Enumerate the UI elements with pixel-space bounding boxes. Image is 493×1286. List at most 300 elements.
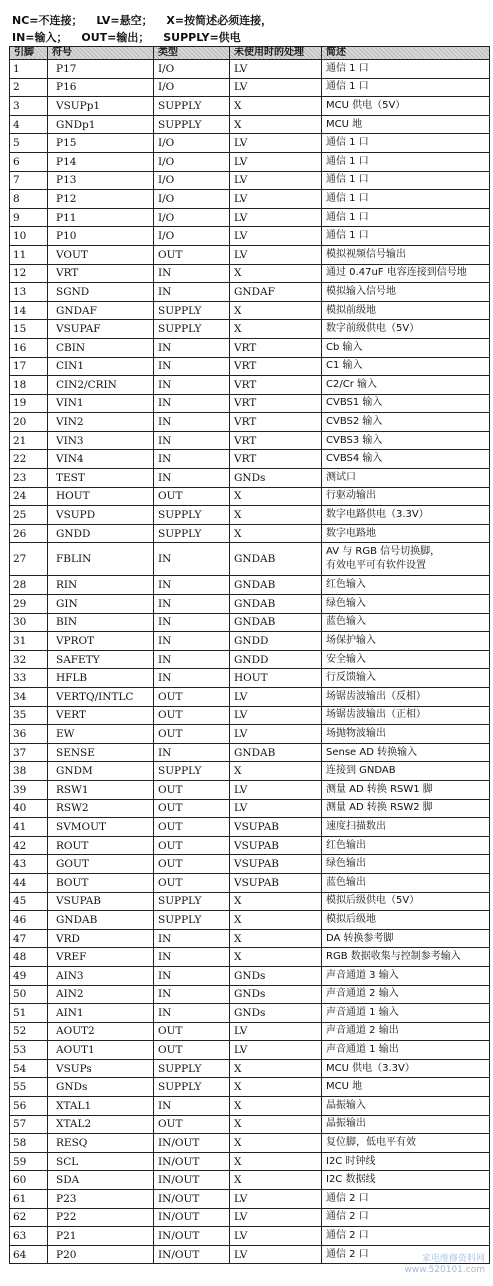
pin-symbol: SCL (48, 1152, 154, 1171)
pin-symbol: P20 (48, 1245, 154, 1264)
pin-description: 场保护输入 (322, 632, 490, 651)
table-row (10, 134, 490, 153)
pin-unused-handling: X (230, 506, 322, 525)
pin-description (322, 543, 490, 576)
pin-unused-handling: GNDAB (230, 613, 322, 632)
pin-unused-handling: HOUT (230, 669, 322, 688)
pin-description: 场抛物波输出 (322, 725, 490, 744)
table-row (10, 966, 490, 985)
pin-description: CVBS2 输入 (322, 413, 490, 432)
pin-unused-handling: GNDAB (230, 543, 322, 576)
table-row (10, 1022, 490, 1041)
table-row (10, 376, 490, 395)
table-row (10, 688, 490, 707)
pin-unused-handling: LV (230, 1245, 322, 1264)
pin-symbol: VSUPAB (48, 892, 154, 911)
pin-description: 通信 1 口 (322, 190, 490, 209)
pin-symbol: VERTQ/INTLC (48, 688, 154, 707)
table-row (10, 1097, 490, 1116)
pin-description: 通信 1 口 (322, 208, 490, 227)
pin-type: IN/OUT (154, 1227, 230, 1246)
pin-type: SUPPLY (154, 762, 230, 781)
pin-symbol: SDA (48, 1171, 154, 1190)
pin-description: 安全输入 (322, 650, 490, 669)
pin-description: 蓝色输出 (322, 873, 490, 892)
pin-type: I/O (154, 152, 230, 171)
table-row (10, 60, 490, 79)
pin-description: 复位脚，低电平有效 (322, 1134, 490, 1153)
pin-type: IN/OUT (154, 1171, 230, 1190)
watermark-line-1: 家电维修资料网 (421, 1254, 485, 1264)
table-row (10, 190, 490, 209)
pin-symbol: P11 (48, 208, 154, 227)
table-row (10, 208, 490, 227)
pin-unused-handling: X (230, 948, 322, 967)
pin-unused-handling: GNDAB (230, 595, 322, 614)
pin-symbol: VIN1 (48, 394, 154, 413)
watermark-line-2: www.520101.com (404, 1265, 485, 1275)
pin-type: IN/OUT (154, 1245, 230, 1264)
pin-symbol: GOUT (48, 855, 154, 874)
pin-description: 连接到 GNDAB (322, 762, 490, 781)
pin-number: 53 (10, 1041, 48, 1060)
legend-nc: NC=不连接； (12, 14, 83, 27)
pin-number: 31 (10, 632, 48, 651)
pin-symbol: HFLB (48, 669, 154, 688)
table-row (10, 1059, 490, 1078)
pin-number: 19 (10, 394, 48, 413)
pin-number: 16 (10, 338, 48, 357)
pin-symbol: CIN2/CRIN (48, 376, 154, 395)
table-row (10, 613, 490, 632)
table-row (10, 1004, 490, 1023)
pin-unused-handling: LV (230, 208, 322, 227)
pin-symbol: P23 (48, 1190, 154, 1209)
pin-description: RGB 数据收集与控制参考输入 (322, 948, 490, 967)
pin-type: IN (154, 632, 230, 651)
pin-symbol: VSUPD (48, 506, 154, 525)
table-row (10, 245, 490, 264)
pin-unused-handling: X (230, 911, 322, 930)
pin-symbol: GNDp1 (48, 115, 154, 134)
pin-type: IN (154, 338, 230, 357)
pin-type: OUT (154, 818, 230, 837)
pin-description: 声音通道 2 输出 (322, 1022, 490, 1041)
pin-symbol: P21 (48, 1227, 154, 1246)
pin-symbol: GNDAF (48, 301, 154, 320)
pin-number: 10 (10, 227, 48, 246)
pin-type: IN (154, 743, 230, 762)
pin-type: OUT (154, 836, 230, 855)
pin-table-body (10, 60, 490, 1264)
pin-unused-handling: X (230, 892, 322, 911)
table-row (10, 450, 490, 469)
pin-symbol: AIN3 (48, 966, 154, 985)
pin-description: DA 转换参考脚 (322, 929, 490, 948)
pin-unused-handling: LV (230, 1022, 322, 1041)
pin-type: I/O (154, 60, 230, 79)
pin-type: IN (154, 669, 230, 688)
pin-type: SUPPLY (154, 97, 230, 116)
pin-number: 47 (10, 929, 48, 948)
pin-unused-handling: GNDD (230, 650, 322, 669)
pin-symbol: P14 (48, 152, 154, 171)
pin-symbol: VPROT (48, 632, 154, 651)
table-row (10, 855, 490, 874)
pin-description: MCU 地 (322, 1078, 490, 1097)
pin-description: 模拟视频信号输出 (322, 245, 490, 264)
pin-number: 61 (10, 1190, 48, 1209)
table-row (10, 669, 490, 688)
pin-number: 45 (10, 892, 48, 911)
pin-description: 声音通道 2 输入 (322, 985, 490, 1004)
pin-description: 蓝色输入 (322, 613, 490, 632)
pin-symbol: VRT (48, 264, 154, 283)
pin-number: 28 (10, 576, 48, 595)
pin-symbol: FBLIN (48, 543, 154, 576)
pin-description: 通信 1 口 (322, 78, 490, 97)
pin-description: 通信 1 口 (322, 227, 490, 246)
table-row (10, 762, 490, 781)
pin-unused-handling: VRT (230, 450, 322, 469)
table-row (10, 818, 490, 837)
table-row (10, 576, 490, 595)
pin-description: C1 输入 (322, 357, 490, 376)
pin-number: 3 (10, 97, 48, 116)
table-row (10, 97, 490, 116)
pin-description: 通信 2 口 (322, 1190, 490, 1209)
table-row (10, 595, 490, 614)
pin-unused-handling: GNDs (230, 966, 322, 985)
pin-number: 9 (10, 208, 48, 227)
pin-number: 1 (10, 60, 48, 79)
pin-description: 晶振输入 (322, 1097, 490, 1116)
pin-symbol: VREF (48, 948, 154, 967)
table-row (10, 780, 490, 799)
pin-unused-handling: LV (230, 190, 322, 209)
pin-number: 58 (10, 1134, 48, 1153)
pin-unused-handling: VSUPAB (230, 855, 322, 874)
pin-number: 15 (10, 320, 48, 339)
pin-number: 20 (10, 413, 48, 432)
pin-description: 通信 2 口 (322, 1227, 490, 1246)
pin-number: 36 (10, 725, 48, 744)
legend-line-1 (12, 14, 482, 28)
pin-type: IN (154, 264, 230, 283)
pin-unused-handling: X (230, 1115, 322, 1134)
pin-description: 通信 1 口 (322, 60, 490, 79)
table-row (10, 799, 490, 818)
pin-type: SUPPLY (154, 115, 230, 134)
table-row (10, 357, 490, 376)
table-row (10, 506, 490, 525)
table-row (10, 431, 490, 450)
pin-type: IN (154, 650, 230, 669)
pin-type: IN (154, 413, 230, 432)
pin-number: 24 (10, 487, 48, 506)
pin-type: SUPPLY (154, 524, 230, 543)
pin-type: SUPPLY (154, 320, 230, 339)
pin-unused-handling: GNDs (230, 469, 322, 488)
pin-symbol: P16 (48, 78, 154, 97)
pin-type: IN (154, 376, 230, 395)
pin-number: 32 (10, 650, 48, 669)
watermark (404, 1254, 485, 1276)
pin-type: IN (154, 966, 230, 985)
table-row (10, 892, 490, 911)
table-row (10, 1227, 490, 1246)
pin-description: 数字前级供电（5V） (322, 320, 490, 339)
pin-type: OUT (154, 245, 230, 264)
table-row (10, 929, 490, 948)
pin-unused-handling: VRT (230, 376, 322, 395)
legend-line-2 (12, 31, 482, 45)
pin-unused-handling: LV (230, 78, 322, 97)
pin-description: 数字电路地 (322, 524, 490, 543)
pin-number: 7 (10, 171, 48, 190)
pin-symbol: VERT (48, 706, 154, 725)
pin-number: 46 (10, 911, 48, 930)
pin-number: 50 (10, 985, 48, 1004)
pin-number: 59 (10, 1152, 48, 1171)
pin-description: Sense AD 转换输入 (322, 743, 490, 762)
pin-type: I/O (154, 134, 230, 153)
pin-unused-handling: X (230, 487, 322, 506)
pin-number: 34 (10, 688, 48, 707)
pin-number: 27 (10, 543, 48, 576)
pin-type: OUT (154, 1115, 230, 1134)
header-description: 简述 (322, 47, 490, 60)
pin-unused-handling: LV (230, 1227, 322, 1246)
pin-description: 模拟前级地 (322, 301, 490, 320)
table-row (10, 413, 490, 432)
pin-description: 声音通道 3 输入 (322, 966, 490, 985)
pin-type: IN (154, 431, 230, 450)
pin-unused-handling: GNDs (230, 985, 322, 1004)
pin-unused-handling: GNDs (230, 1004, 322, 1023)
pin-description: 场锯齿波输出（正相） (322, 706, 490, 725)
pin-type: IN (154, 357, 230, 376)
pin-number: 26 (10, 524, 48, 543)
table-row (10, 632, 490, 651)
pin-unused-handling: VSUPAB (230, 818, 322, 837)
pin-unused-handling: VRT (230, 357, 322, 376)
pin-symbol: VSUPs (48, 1059, 154, 1078)
pin-number: 4 (10, 115, 48, 134)
pin-description: MCU 地 (322, 115, 490, 134)
pin-type: OUT (154, 1041, 230, 1060)
pin-unused-handling: X (230, 524, 322, 543)
pin-number: 8 (10, 190, 48, 209)
pin-number: 5 (10, 134, 48, 153)
pin-description: C2/Cr 输入 (322, 376, 490, 395)
table-row (10, 743, 490, 762)
pin-unused-handling: X (230, 115, 322, 134)
pin-description: 红色输出 (322, 836, 490, 855)
pin-number: 39 (10, 780, 48, 799)
table-row (10, 725, 490, 744)
table-row (10, 836, 490, 855)
pin-type: IN (154, 595, 230, 614)
pin-type: IN (154, 985, 230, 1004)
pin-type: IN (154, 543, 230, 576)
pin-number: 51 (10, 1004, 48, 1023)
pin-number: 2 (10, 78, 48, 97)
table-row (10, 1208, 490, 1227)
pin-unused-handling: LV (230, 1190, 322, 1209)
pin-symbol: VOUT (48, 245, 154, 264)
table-row (10, 115, 490, 134)
pin-type: SUPPLY (154, 892, 230, 911)
table-row (10, 1134, 490, 1153)
pin-number: 41 (10, 818, 48, 837)
pin-unused-handling: VRT (230, 413, 322, 432)
pin-number: 21 (10, 431, 48, 450)
table-row (10, 171, 490, 190)
pin-unused-handling: GNDAB (230, 576, 322, 595)
pin-unused-handling: LV (230, 688, 322, 707)
table-row (10, 283, 490, 302)
pin-type: IN (154, 1004, 230, 1023)
legend-out: OUT=输出； (81, 31, 150, 44)
pin-number: 42 (10, 836, 48, 855)
pin-unused-handling: LV (230, 134, 322, 153)
pin-number: 23 (10, 469, 48, 488)
pin-number: 40 (10, 799, 48, 818)
pin-symbol: RSW2 (48, 799, 154, 818)
pin-type: OUT (154, 725, 230, 744)
pin-unused-handling: X (230, 264, 322, 283)
pin-symbol: SGND (48, 283, 154, 302)
pin-number: 44 (10, 873, 48, 892)
header-symbol: 符号 (48, 47, 154, 60)
pin-number: 29 (10, 595, 48, 614)
pin-type: OUT (154, 780, 230, 799)
pin-unused-handling: X (230, 1097, 322, 1116)
pin-type: IN (154, 283, 230, 302)
pin-symbol: VSUPp1 (48, 97, 154, 116)
pin-symbol: P22 (48, 1208, 154, 1227)
table-row (10, 469, 490, 488)
pin-unused-handling: LV (230, 780, 322, 799)
pin-unused-handling: VRT (230, 394, 322, 413)
pin-unused-handling: LV (230, 171, 322, 190)
pin-description: I2C 数据线 (322, 1171, 490, 1190)
pin-description: 绿色输入 (322, 595, 490, 614)
pin-number: 52 (10, 1022, 48, 1041)
pin-number: 38 (10, 762, 48, 781)
pin-unused-handling: VRT (230, 338, 322, 357)
pin-unused-handling: X (230, 97, 322, 116)
pin-number: 56 (10, 1097, 48, 1116)
pin-type: I/O (154, 190, 230, 209)
pin-symbol: EW (48, 725, 154, 744)
pin-type: IN (154, 576, 230, 595)
pin-symbol: AIN2 (48, 985, 154, 1004)
pin-table (9, 46, 490, 1264)
pin-description: 行反馈输入 (322, 669, 490, 688)
pin-description: 声音通道 1 输入 (322, 1004, 490, 1023)
table-row (10, 338, 490, 357)
pin-description: 模拟输入信号地 (322, 283, 490, 302)
table-row (10, 1190, 490, 1209)
pin-type: IN/OUT (154, 1134, 230, 1153)
pin-type: I/O (154, 227, 230, 246)
pin-number: 30 (10, 613, 48, 632)
table-row (10, 1152, 490, 1171)
header-unused-handling: 未使用时的处理 (230, 47, 322, 60)
pin-symbol: XTAL2 (48, 1115, 154, 1134)
pin-type: SUPPLY (154, 1078, 230, 1097)
pin-description: 模拟后级地 (322, 911, 490, 930)
pin-description: 通过 0.47uF 电容连接到信号地 (322, 264, 490, 283)
pin-unused-handling: X (230, 762, 322, 781)
pin-type: IN (154, 394, 230, 413)
table-row (10, 650, 490, 669)
pin-description: 通信 1 口 (322, 171, 490, 190)
table-row (10, 873, 490, 892)
pin-unused-handling: VSUPAB (230, 873, 322, 892)
legend-in: IN=输入； (12, 31, 68, 44)
pin-unused-handling: LV (230, 799, 322, 818)
pin-description: CVBS3 输入 (322, 431, 490, 450)
pin-symbol: GNDD (48, 524, 154, 543)
pin-symbol: P12 (48, 190, 154, 209)
pin-symbol: RSW1 (48, 780, 154, 799)
pin-description: MCU 供电（5V） (322, 97, 490, 116)
pin-number: 49 (10, 966, 48, 985)
pin-symbol: P15 (48, 134, 154, 153)
pin-symbol: RESQ (48, 1134, 154, 1153)
table-row (10, 948, 490, 967)
pin-type: OUT (154, 873, 230, 892)
pin-description: 通信 1 口 (322, 134, 490, 153)
pin-symbol: VIN4 (48, 450, 154, 469)
pin-unused-handling: X (230, 1134, 322, 1153)
pin-symbol: BOUT (48, 873, 154, 892)
pin-unused-handling: LV (230, 706, 322, 725)
pin-symbol: TEST (48, 469, 154, 488)
table-header-row (10, 47, 490, 60)
pin-unused-handling: GNDD (230, 632, 322, 651)
pin-type: IN (154, 469, 230, 488)
pin-number: 25 (10, 506, 48, 525)
table-row (10, 264, 490, 283)
pin-symbol: SENSE (48, 743, 154, 762)
pin-symbol: AOUT2 (48, 1022, 154, 1041)
pin-symbol: P10 (48, 227, 154, 246)
pin-number: 43 (10, 855, 48, 874)
table-row (10, 524, 490, 543)
header-pin: 引脚 (10, 47, 48, 60)
pin-unused-handling: LV (230, 1208, 322, 1227)
table-row (10, 487, 490, 506)
pin-unused-handling: VSUPAB (230, 836, 322, 855)
pin-type: OUT (154, 487, 230, 506)
pin-description: 通信 1 口 (322, 152, 490, 171)
pin-symbol: RIN (48, 576, 154, 595)
pin-symbol: GIN (48, 595, 154, 614)
pin-type: SUPPLY (154, 911, 230, 930)
pin-type: IN (154, 929, 230, 948)
pin-type: SUPPLY (154, 506, 230, 525)
pin-description: 绿色输出 (322, 855, 490, 874)
pin-unused-handling: X (230, 929, 322, 948)
pin-unused-handling: X (230, 1171, 322, 1190)
pin-number: 17 (10, 357, 48, 376)
pin-type: I/O (154, 208, 230, 227)
pin-number: 12 (10, 264, 48, 283)
